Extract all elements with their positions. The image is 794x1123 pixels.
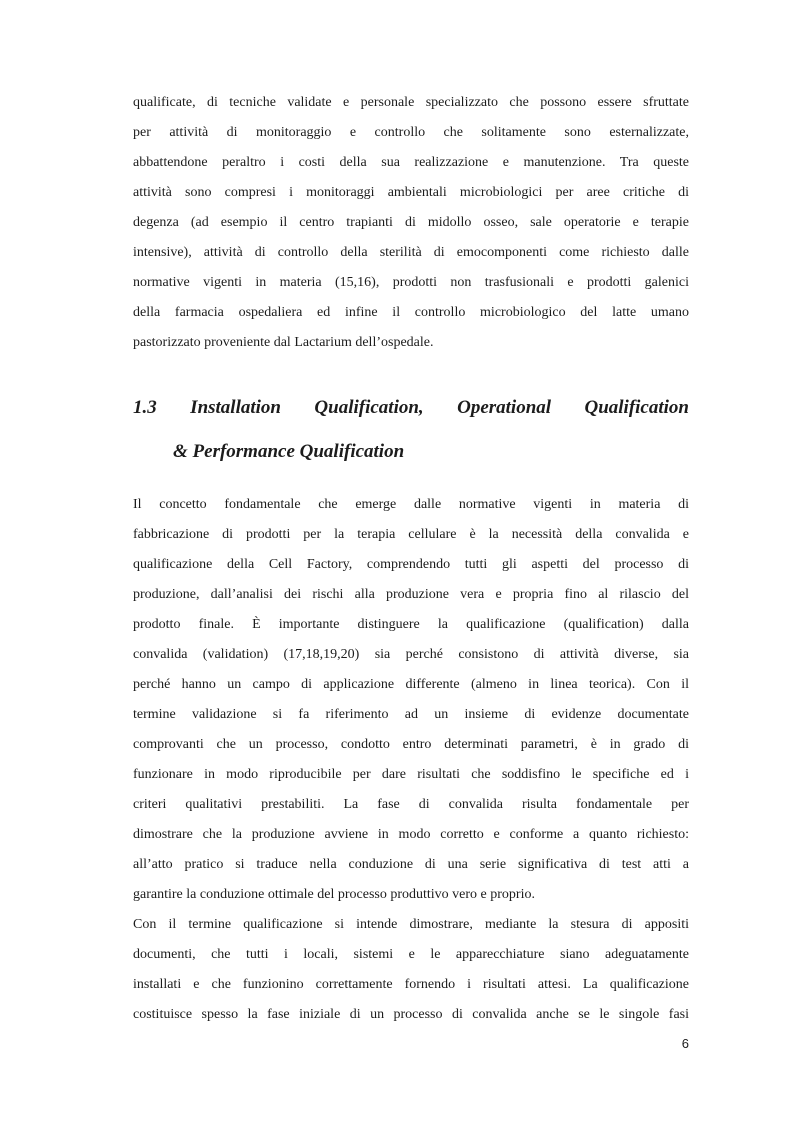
page-number: 6	[681, 1036, 689, 1051]
text-line: per attività di monitoraggio e controllo che solitamente sono esternalizzate,	[133, 125, 689, 140]
text-line: garantire la conduzione ottimale del processo produttivo vero e proprio.	[133, 887, 535, 902]
text-line: costituisce spesso la fase iniziale di un processo di convalida anche se le singole fasi	[133, 1007, 689, 1022]
paragraph-validation-concept	[133, 490, 689, 910]
text-line: degenza (ad esempio il centro trapianti di midollo osseo, sale operatorie e terapie	[133, 215, 689, 230]
text-block	[133, 88, 689, 1030]
text-line: della farmacia ospedaliera ed infine il controllo microbiologico del latte umano	[133, 305, 689, 320]
text-line: 1.3 Installation Qualification, Operational Qualification	[133, 397, 689, 418]
text-line: produzione, dall’analisi dei rischi alla produzione vera e propria fino al rilascio del	[133, 587, 689, 602]
paragraph-monitoring-activities	[133, 88, 689, 358]
text-line: qualificazione della Cell Factory, comprendendo tutti gli aspetti del processo di	[133, 557, 689, 572]
text-line: funzionare in modo riproducibile per dare risultati che soddisfino le specifiche ed i	[133, 767, 689, 782]
text-line: dimostrare che la produzione avviene in modo corretto e conforme a quanto richiesto:	[133, 827, 689, 842]
text-line: intensive), attività di controllo della sterilità di emocomponenti come richiesto dalle	[133, 245, 689, 260]
text-line: installati e che funzionino correttamente fornendo i risultati attesi. La qualificazione	[133, 977, 689, 992]
text-line: documenti, che tutti i locali, sistemi e le apparecchiature siano adeguatamente	[133, 947, 689, 962]
text-line: qualificate, di tecniche validate e personale specializzato che possono essere sfruttate	[133, 95, 689, 110]
text-line: comprovanti che un processo, condotto entro determinati parametri, è in grado di	[133, 737, 689, 752]
text-line: criteri qualitativi prestabiliti. La fase di convalida risulta fondamentale per	[133, 797, 689, 812]
text-line: attività sono compresi i monitoraggi ambientali microbiologici per aree critiche di	[133, 185, 689, 200]
paragraph-qualification-definition	[133, 910, 689, 1030]
text-line: & Performance Qualification	[173, 441, 405, 462]
text-line: all’atto pratico si traduce nella conduzione di una serie significativa di test atti a	[133, 857, 689, 872]
text-line: pastorizzato proveniente dal Lactarium dell’ospedale.	[133, 335, 434, 350]
text-line: convalida (validation) (17,18,19,20) sia perché consistono di attività diverse, sia	[133, 647, 689, 662]
text-line: termine validazione si fa riferimento ad un insieme di evidenze documentate	[133, 707, 689, 722]
text-line: perché hanno un campo di applicazione differente (almeno in linea teorica). Con il	[133, 677, 689, 692]
text-line: Con il termine qualificazione si intende dimostrare, mediante la stesura di appositi	[133, 917, 689, 932]
text-line: normative vigenti in materia (15,16), prodotti non trasfusionali e prodotti galenici	[133, 275, 689, 290]
text-line: Il concetto fondamentale che emerge dalle normative vigenti in materia di	[133, 497, 689, 512]
text-line: abbattendone peraltro i costi della sua realizzazione e manutenzione. Tra queste	[133, 155, 689, 170]
section-heading	[133, 386, 689, 474]
text-line: prodotto finale. È importante distinguere la qualificazione (qualification) dalla	[133, 617, 689, 632]
text-line: fabbricazione di prodotti per la terapia cellulare è la necessità della convalida e	[133, 527, 689, 542]
